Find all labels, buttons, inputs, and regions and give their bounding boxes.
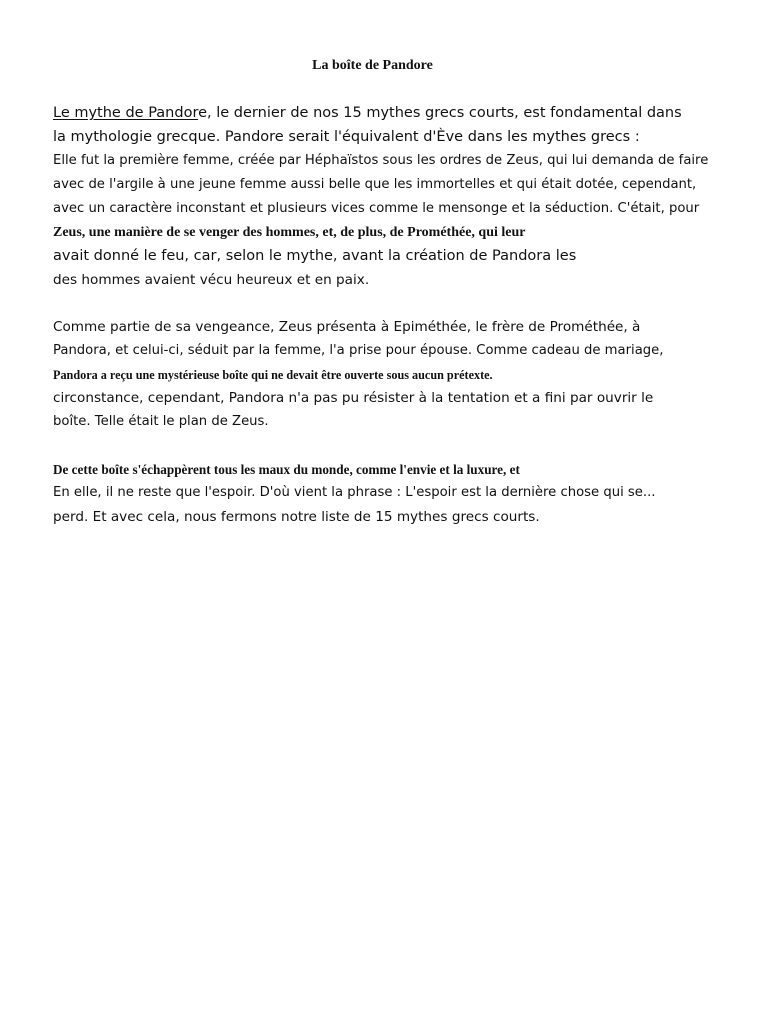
paragraph-3-line-1: De cette boîte s'échappèrent tous les maux du monde, comme l'envie et la luxure, et <box>53 462 520 477</box>
paragraph-1-line-6: Zeus, une manière de se venger des hommes, et, de plus, de Prométhée, qui leur <box>53 225 526 240</box>
paragraph-1-line-5: avec un caractère inconstant et plusieurs vices comme le mensonge et la séduction. C'était, pour <box>53 201 700 216</box>
paragraph-1-line-1 <box>53 105 682 121</box>
myth-link[interactable]: Le mythe de Pandor <box>53 105 199 121</box>
paragraph-1-line-4: avec de l'argile à une jeune femme aussi belle que les immortelles et qui était dotée, cependant, <box>53 177 697 192</box>
paragraph-1-line-1-text: e, le dernier de nos 15 mythes grecs courts, est fondamental dans <box>198 105 682 121</box>
paragraph-2-line-5: boîte. Telle était le plan de Zeus. <box>53 414 269 429</box>
paragraph-1-line-2: la mythologie grecque. Pandore serait l'équivalent d'Ève dans les mythes grecs : <box>53 129 640 145</box>
paragraph-2-line-1: Comme partie de sa vengeance, Zeus présenta à Epiméthée, le frère de Prométhée, à <box>53 319 641 335</box>
paragraph-1-line-3: Elle fut la première femme, créée par Héphaïstos sous les ordres de Zeus, qui lui demanda de faire <box>53 153 709 168</box>
paragraph-1-line-8: des hommes avaient vécu heureux et en paix. <box>53 272 370 288</box>
paragraph-3-line-2: En elle, il ne reste que l'espoir. D'où vient la phrase : L'espoir est la dernière chose qui se... <box>53 485 656 500</box>
paragraph-3-line-3: perd. Et avec cela, nous fermons notre liste de 15 mythes grecs courts. <box>53 509 540 525</box>
paragraph-1-line-7: avait donné le feu, car, selon le mythe, avant la création de Pandora les <box>53 248 577 264</box>
document-title: La boîte de Pandore <box>312 58 433 73</box>
paragraph-2-line-3: Pandora a reçu une mystérieuse boîte qui ne devait être ouverte sous aucun prétexte. <box>53 368 493 382</box>
paragraph-2-line-2: Pandora, et celui-ci, séduit par la femme, l'a prise pour épouse. Comme cadeau de mariage, <box>53 343 664 358</box>
paragraph-2-line-4: circonstance, cependant, Pandora n'a pas pu résister à la tentation et a fini par ouvrir le <box>53 390 654 406</box>
